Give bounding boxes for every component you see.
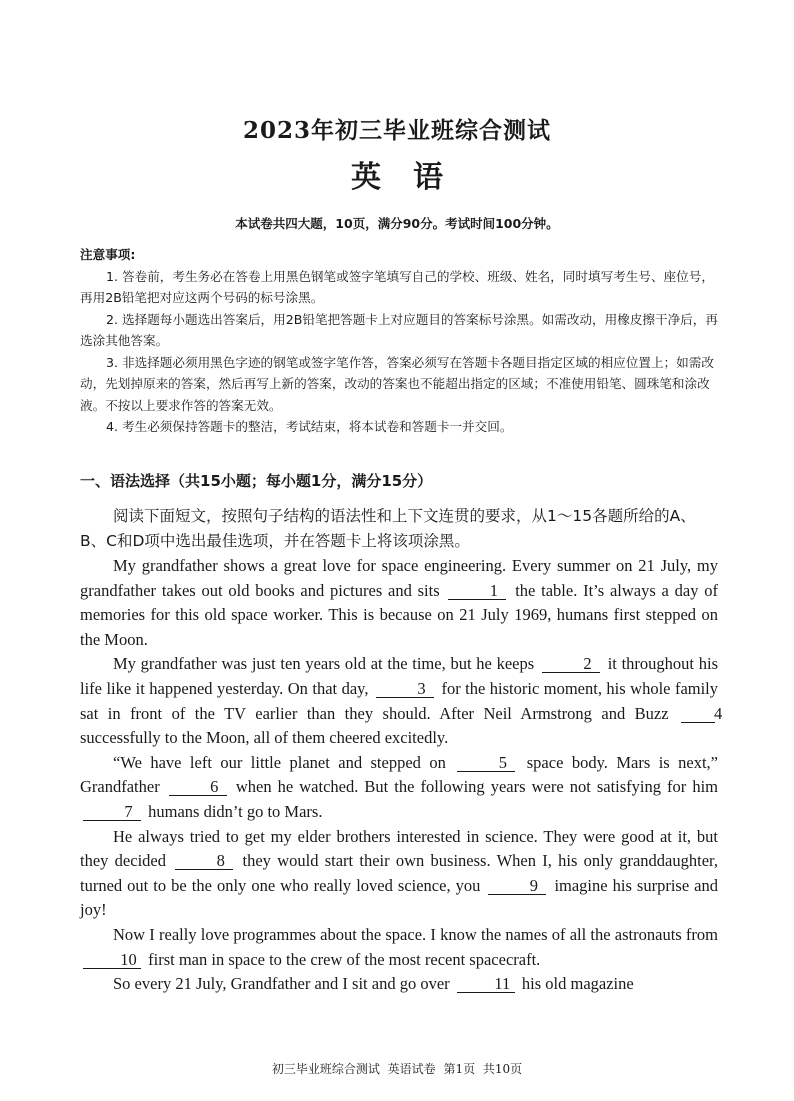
section-title: 一、语法选择（共15小题；每小题1分，满分15分） [80, 472, 433, 490]
exam-title: 2023年初三毕业班综合测试 [242, 117, 551, 144]
passage-text: for the historic moment, his whole family sat in front of the TV earlier than they should. After Neil Armstrong and Buzz [80, 678, 719, 723]
passage-paragraph [80, 652, 723, 750]
passage-text: his old magazine [521, 974, 634, 994]
passage-text: imagine his surprise and joy! [80, 875, 718, 920]
passage-paragraph [80, 825, 718, 923]
passage-text: when he watched. But the following years were not satisfying for him [235, 777, 719, 797]
passage-text: humans didn’t go to Mars. [148, 801, 323, 821]
passage-text: the table. It’s always a day of memories for this old space worker. This is because on 21 July 1969, humans first stepped on the Moon. [80, 580, 719, 649]
blank-6: 6 [169, 779, 227, 796]
blank-4: 4 [681, 706, 715, 723]
blank-3: 3 [376, 681, 434, 698]
note-item: 2. 选择题每小题选出答案后，用2B铅笔把答题卡上对应题目的答案标号涂黑。如需改动，用橡皮擦干净后，再选涂其他答案。 [80, 311, 718, 348]
passage-text: space body. Mars is next,” Grandfather [80, 752, 719, 797]
section-directions [80, 504, 720, 554]
passage-text: My grandfather was just ten years old at the time, but he keeps [113, 654, 535, 674]
passage-paragraph [80, 972, 718, 997]
passage-text: “We have left our little planet and stepped on [113, 752, 446, 772]
passage-text: So every 21 July, Grandfather and I sit and go over [113, 974, 450, 994]
exam-info: 本试卷共四大题，10页，满分90分。考试时间100分钟。 [235, 216, 559, 231]
notes-heading: 注意事项: [80, 247, 136, 262]
subject-title: 英语 [351, 160, 475, 195]
blank-2: 2 [542, 656, 600, 673]
note-item: 4. 考生必须保持答题卡的整洁，考试结束，将本试卷和答题卡一并交回。 [106, 419, 513, 434]
passage-text: first man in space to the crew of the most recent spacecraft. [148, 949, 541, 969]
passage-text: He always tried to get my elder brothers interested in science. They were good at it, but they decided [80, 826, 718, 871]
blank-9: 9 [488, 878, 546, 895]
passage-paragraph [80, 923, 718, 972]
reading-passage [80, 554, 723, 997]
passage-text: they would start their own business. When I, his only granddaughter, turned out to be the only one who really loved science, you [80, 851, 718, 895]
passage-paragraph [80, 554, 718, 652]
blank-10: 10 [83, 952, 141, 969]
blank-11: 11 [457, 976, 515, 993]
note-item: 3. 非选择题必须用黑色字迹的钢笔或签字笔作答，答案必须写在答题卡各题目指定区域的相应位置上；如需改动，先划掉原来的答案，然后再写上新的答案，改动的答案也不能超出指定的区域；不准使用铅笔、圆珠笔和涂改液。不按以上要求作答的答案无效。 [80, 354, 714, 413]
blank-1: 1 [448, 583, 506, 600]
blank-7: 7 [83, 804, 141, 821]
blank-5: 5 [457, 755, 515, 772]
passage-text: Now I really love programmes about the space. I know the names of all the astronauts from [113, 924, 718, 944]
passage-paragraph [80, 751, 718, 825]
note-item: 1. 答卷前，考生务必在答卷上用黑色钢笔或签字笔填写自己的学校、班级、姓名，同时填写考生号、座位号，再用2B铅笔把对应这两个号码的标号涂黑。 [80, 268, 714, 305]
directions-text: 阅读下面短文，按照句子结构的语法性和上下文连贯的要求，从1～15各题所给的A、B、C和D项中选出最佳选项，并在答题卡上将该项涂黑。 [80, 507, 696, 550]
passage-text: successfully to the Moon, all of them cheered excitedly. [80, 728, 449, 748]
page-footer: 初三毕业班综合测试 英语试卷 第1页 共10页 [271, 1062, 523, 1076]
notes-section [80, 244, 720, 438]
passage-text: it throughout his life like it happened yesterday. On that day, [80, 654, 719, 698]
blank-8: 8 [175, 853, 233, 870]
passage-text: My grandfather shows a great love for space engineering. Every summer on 21 July, my grandfather takes out old books and pictures and sits [80, 556, 718, 600]
